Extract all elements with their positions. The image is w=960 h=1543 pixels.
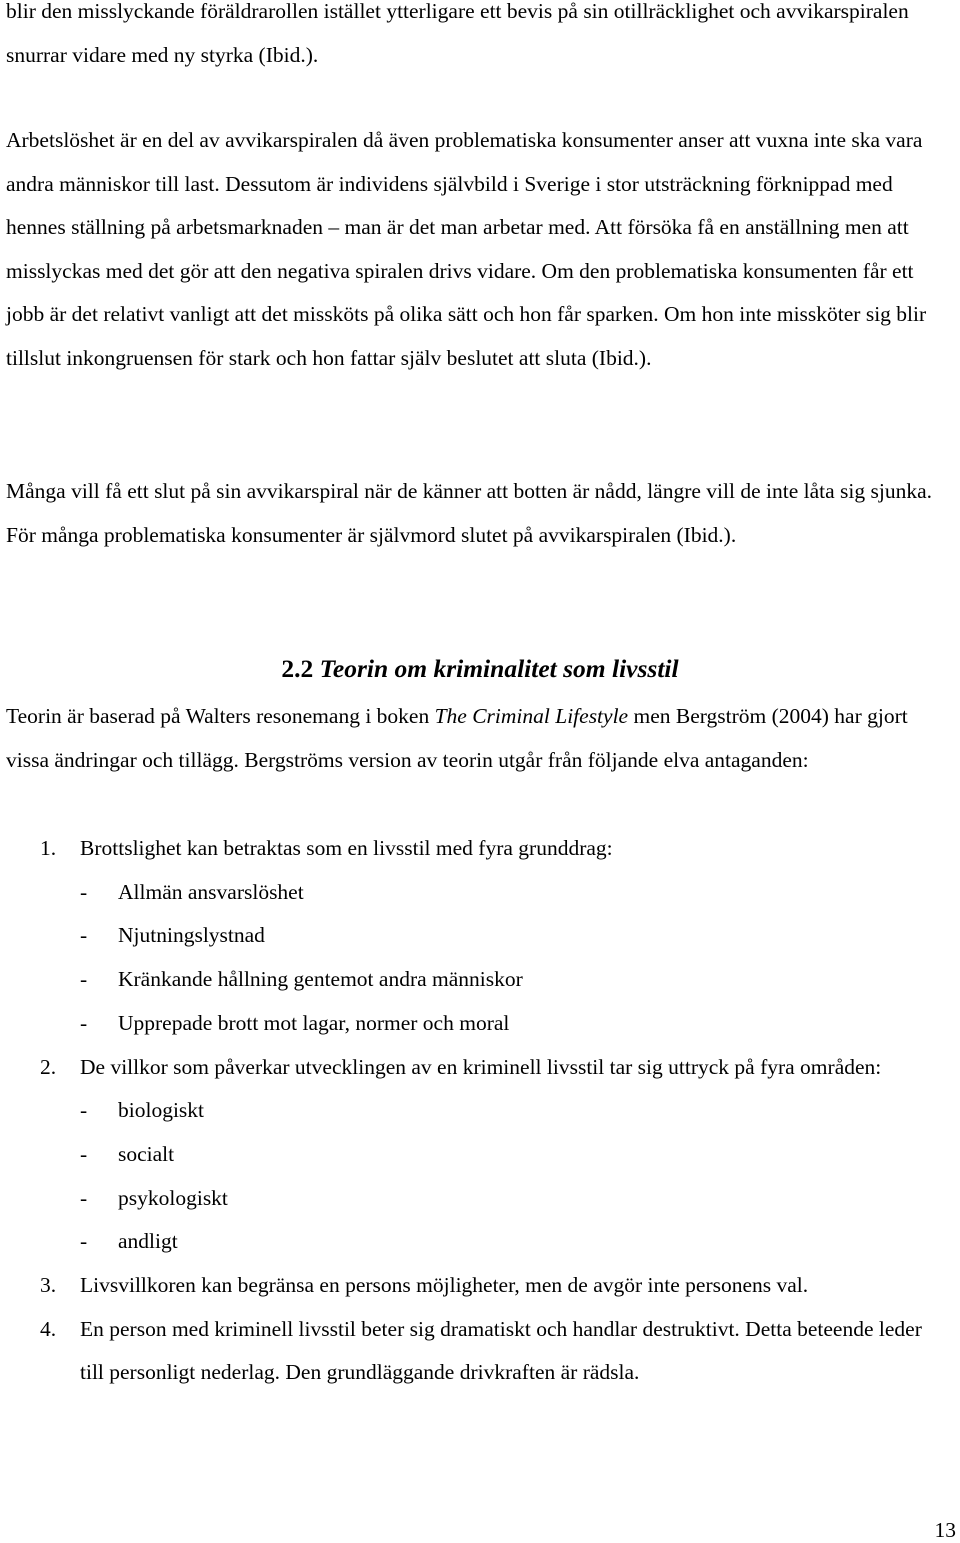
list-item-1 xyxy=(0,827,960,871)
sub-item xyxy=(0,1133,960,1177)
list-text: Brottslighet kan betraktas som en livsstil med fyra grunddrag: xyxy=(80,836,613,860)
book-title: The Criminal Lifestyle xyxy=(434,704,629,728)
list-text: De villkor som påverkar utvecklingen av en kriminell livsstil tar sig uttryck på fyra områden: xyxy=(80,1054,882,1079)
dash-bullet: - xyxy=(80,1010,88,1035)
dash-bullet: - xyxy=(80,1229,88,1254)
dash-bullet: - xyxy=(80,923,88,948)
sub-item xyxy=(0,958,960,1002)
assumptions-list xyxy=(0,827,960,1395)
list-item-2 xyxy=(0,1046,960,1090)
dash-bullet: - xyxy=(80,1098,88,1123)
list-number: 2. xyxy=(40,1054,57,1079)
dash-bullet: - xyxy=(80,1141,88,1166)
list-text: En person med kriminell livsstil beter sig dramatiskt och handlar destruktivt. Detta beteende leder till personligt nederlag. Den grundläggande drivkraften är rädsla. xyxy=(80,1316,922,1385)
list-number: 3. xyxy=(40,1273,57,1298)
sub-item-text: Njutningslystnad xyxy=(118,923,265,948)
sub-item xyxy=(0,914,960,958)
list-text: Livsvillkoren kan begränsa en persons möjligheter, men de avgör inte personens val. xyxy=(80,1273,809,1298)
sub-item xyxy=(0,1220,960,1264)
sub-item-text: socialt xyxy=(118,1141,175,1166)
dash-bullet: - xyxy=(80,967,88,992)
sub-item-text: Upprepade brott mot lagar, normer och moral xyxy=(118,1010,510,1035)
dash-bullet: - xyxy=(80,1185,88,1210)
sub-item xyxy=(0,1177,960,1221)
sub-item-text: andligt xyxy=(118,1229,178,1254)
section-title: Teorin om kriminalitet som livsstil xyxy=(319,654,679,683)
section-number: 2.2 xyxy=(281,654,314,683)
list-number: 4. xyxy=(40,1316,57,1341)
sub-item-text: psykologiskt xyxy=(118,1185,228,1210)
intro-text-before: Teorin är baserad på Walters resonemang i boken xyxy=(6,704,435,728)
list-item-4 xyxy=(0,1308,960,1395)
sub-item xyxy=(0,871,960,915)
paragraph-continuation: blir den misslyckande föräldrarollen istället ytterligare ett bevis på sin otillräcklighet och avvikarspiralen snurrar vidare med ny styrka (Ibid.). xyxy=(6,0,909,67)
list-item-3 xyxy=(0,1264,960,1308)
paragraph-intro xyxy=(6,695,952,782)
paragraph-suicide: Många vill få ett slut på sin avvikarspiral när de känner att botten är nådd, längre vill de inte låta sig sjunka. För många problematiska konsumenter är självmord slutet på avvikarspiralen (Ibid.). xyxy=(6,479,933,547)
paragraph-unemployment: Arbetslöshet är en del av avvikarspiralen då även problematiska konsumenter anser att vuxna inte ska vara andra människor till last. Dessutom är individens självbild i Sverige i stor utsträckning förknippad med hennes ställning på arbetsmarknaden – man är det man arbetar med. Att försöka få en anställning men att misslyckas med det gör att den negativa spiralen drivs vidare. Om den problematiska konsumenten får ett jobb är det relativt vanligt att det missköts på olika sätt och hon får sparken. Om hon inte missköter sig blir tillslut inkongruensen för stark och hon fattar själv beslutet att sluta (Ibid.). xyxy=(6,128,927,370)
list-number: 1. xyxy=(40,836,57,860)
intro-text-after: men Bergström (2004) har gjort vissa ändringar och tillägg. Bergströms version av teorin utgår från följande elva antaganden: xyxy=(6,704,908,772)
sub-item-text: Kränkande hållning gentemot andra människor xyxy=(118,967,523,992)
sub-item xyxy=(0,1002,960,1046)
sub-item-text: Allmän ansvarslöshet xyxy=(118,879,304,904)
page-number: 13 xyxy=(934,1518,956,1542)
sub-item xyxy=(0,1089,960,1133)
dash-bullet: - xyxy=(80,879,88,904)
section-heading xyxy=(0,647,960,691)
sub-item-text: biologiskt xyxy=(118,1098,205,1123)
